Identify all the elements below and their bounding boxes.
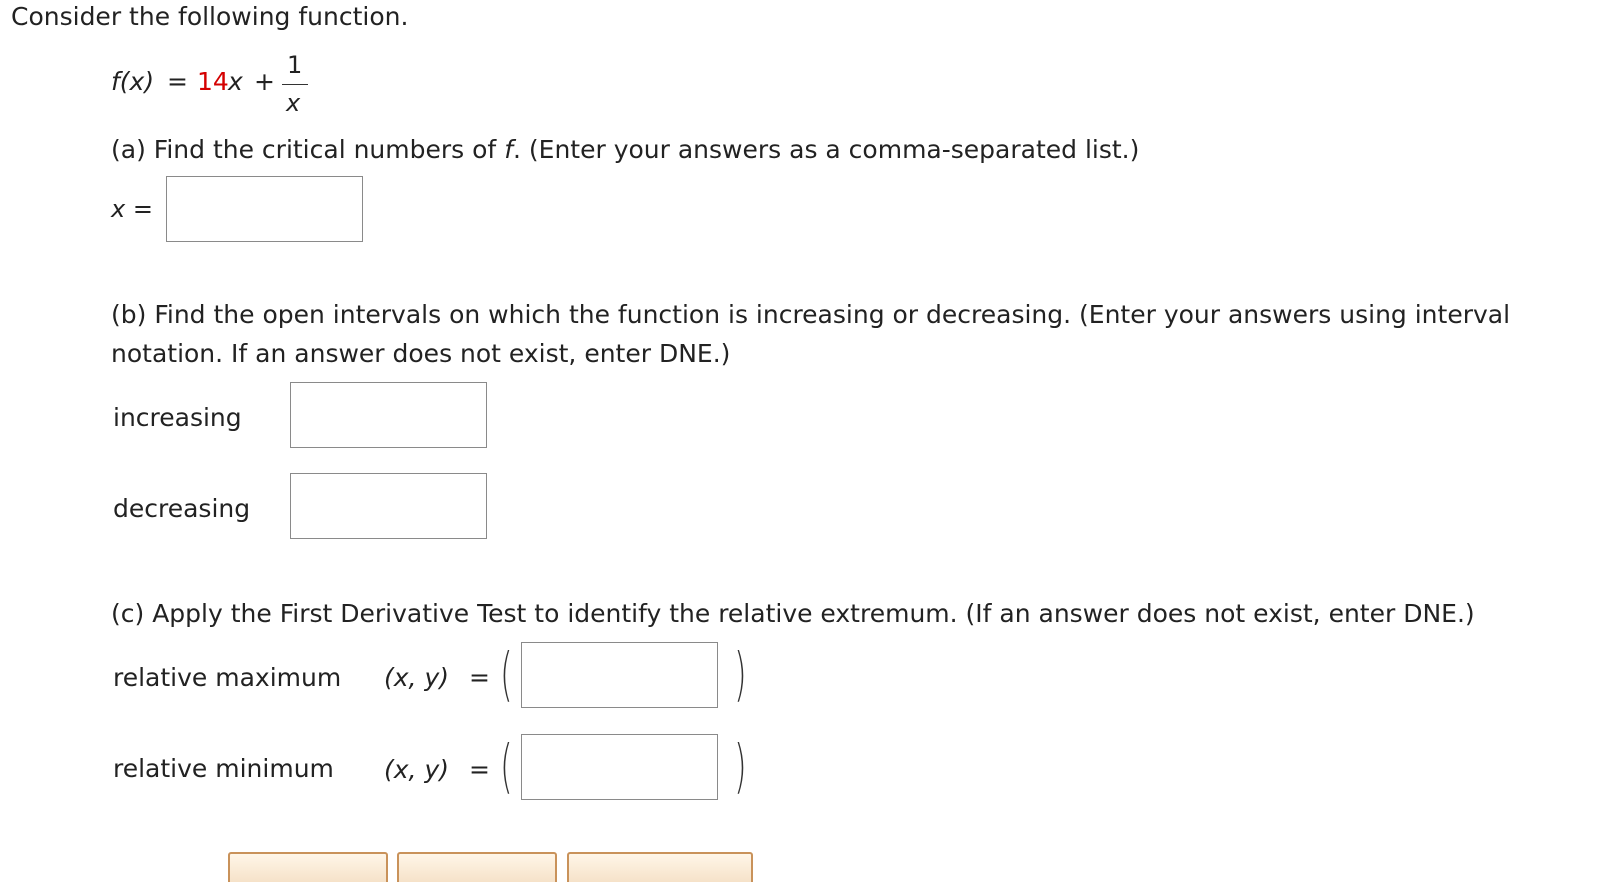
part-b-prompt-line1: (b) Find the open intervals on which the function is increasing or decreasing. (Enter your answers using interval bbox=[111, 300, 1511, 329]
relative-maximum-open-paren: ( bbox=[500, 640, 513, 708]
critical-numbers-label: x = bbox=[111, 195, 153, 223]
action-button-2[interactable] bbox=[397, 852, 557, 882]
increasing-interval-input[interactable] bbox=[290, 382, 487, 448]
relative-maximum-close-paren: ) bbox=[734, 640, 747, 708]
action-button-3[interactable] bbox=[567, 852, 753, 882]
function-lhs: f(x) bbox=[111, 67, 155, 96]
fraction-bar bbox=[282, 84, 308, 85]
part-c-prompt: (c) Apply the First Derivative Test to identify the relative extremum. (If an answer does not exist, enter DNE.) bbox=[111, 599, 1475, 628]
relative-maximum-label: relative maximum bbox=[113, 663, 342, 692]
function-variable: x bbox=[228, 67, 243, 96]
part-a-prompt-f: f bbox=[504, 135, 513, 164]
action-button-1[interactable] bbox=[228, 852, 388, 882]
function-coefficient: 14 bbox=[197, 67, 229, 96]
relative-minimum-input[interactable] bbox=[521, 734, 718, 800]
function-equals: = bbox=[167, 67, 188, 96]
relative-minimum-label: relative minimum bbox=[113, 754, 334, 783]
relative-maximum-equals: = bbox=[469, 663, 490, 692]
decreasing-label: decreasing bbox=[113, 494, 251, 523]
relative-minimum-close-paren: ) bbox=[734, 732, 747, 800]
fraction-numerator: 1 bbox=[287, 51, 303, 79]
relative-minimum-equals: = bbox=[469, 755, 490, 784]
intro-text: Consider the following function. bbox=[11, 2, 409, 31]
relative-maximum-input[interactable] bbox=[521, 642, 718, 708]
increasing-label: increasing bbox=[113, 403, 242, 432]
decreasing-interval-input[interactable] bbox=[290, 473, 487, 539]
fraction-denominator: x bbox=[286, 89, 301, 117]
part-a-prompt bbox=[111, 135, 1139, 165]
relative-maximum-point-label: (x, y) bbox=[384, 663, 449, 692]
relative-minimum-point-label: (x, y) bbox=[384, 755, 449, 784]
relative-minimum-open-paren: ( bbox=[500, 732, 513, 800]
critical-numbers-input[interactable] bbox=[166, 176, 363, 242]
function-plus: + bbox=[254, 67, 275, 96]
part-a-prompt-pre: (a) Find the critical numbers of bbox=[111, 135, 505, 164]
part-b-prompt-line2: notation. If an answer does not exist, enter DNE.) bbox=[111, 339, 731, 368]
part-a-prompt-post: . (Enter your answers as a comma-separated list.) bbox=[513, 135, 1140, 164]
